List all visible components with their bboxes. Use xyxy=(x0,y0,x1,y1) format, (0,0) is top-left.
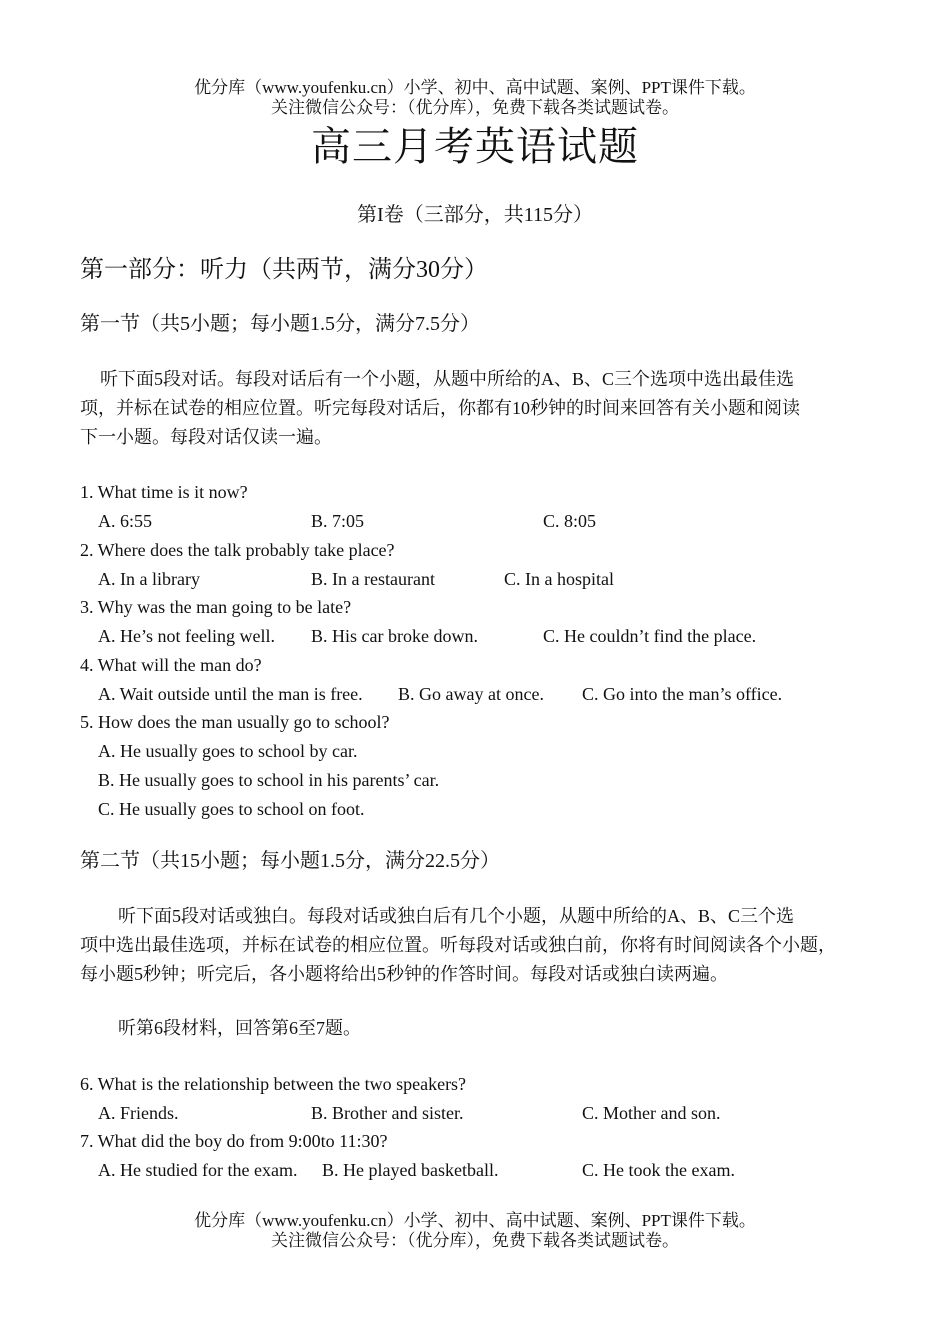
section-1-instructions xyxy=(80,365,875,452)
question-4-option-c: C. Go into the man’s office. xyxy=(582,684,783,704)
question-7-option-c: C. He took the exam. xyxy=(582,1160,735,1180)
material-note: 听第6段材料，回答第6至7题。 xyxy=(118,1018,361,1038)
question-4-option-a: A. Wait outside until the man is free. xyxy=(98,684,363,704)
question-2-option-a: A. In a library xyxy=(98,569,200,589)
question-6-option-a: A. Friends. xyxy=(98,1103,179,1123)
question-5-option-a: A. He usually goes to school by car. xyxy=(98,741,358,761)
question-1-option-b: B. 7:05 xyxy=(311,511,365,531)
section-1-title: 第一节（共5小题；每小题1.5分，满分7.5分） xyxy=(80,313,480,335)
question-5-option-c: C. He usually goes to school on foot. xyxy=(98,799,365,819)
question-6-option-b: B. Brother and sister. xyxy=(311,1103,464,1123)
instruction-line: 项中选出最佳选项，并标在试卷的相应位置。听每段对话或独白前，你将有时间阅读各个小题， xyxy=(80,935,836,955)
question-7-option-a: A. He studied for the exam. xyxy=(98,1160,298,1180)
page-subtitle: 第I卷（三部分，共115分） xyxy=(357,204,593,226)
question-4-option-b: B. Go away at once. xyxy=(398,684,544,704)
question-4-stem: 4. What will the man do? xyxy=(80,655,262,675)
question-7-stem: 7. What did the boy do from 9:00to 11:30? xyxy=(80,1131,388,1151)
question-2-option-c: C. In a hospital xyxy=(504,569,614,589)
question-6-stem: 6. What is the relationship between the two speakers? xyxy=(80,1074,467,1094)
question-5-option-b: B. He usually goes to school in his parents’ car. xyxy=(98,770,440,790)
question-3-stem: 3. Why was the man going to be late? xyxy=(80,597,352,617)
header-line-2: 关注微信公众号：（优分库），免费下载各类试题试卷。 xyxy=(271,98,679,117)
question-5-stem: 5. How does the man usually go to school? xyxy=(80,712,390,732)
page-title: 高三月考英语试题 xyxy=(311,124,639,169)
instruction-line: 下一小题。每段对话仅读一遍。 xyxy=(80,427,332,447)
footer-line-2: 关注微信公众号：（优分库），免费下载各类试题试卷。 xyxy=(271,1231,679,1250)
question-3-option-a: A. He’s not feeling well. xyxy=(98,626,275,646)
question-2-option-b: B. In a restaurant xyxy=(311,569,435,589)
question-1-option-c: C. 8:05 xyxy=(543,511,597,531)
instruction-line: 每小题5秒钟；听完后，各小题将给出5秒钟的作答时间。每段对话或独白读两遍。 xyxy=(80,964,728,984)
question-1-stem: 1. What time is it now? xyxy=(80,482,248,502)
question-3-option-c: C. He couldn’t find the place. xyxy=(543,626,757,646)
part-1-title: 第一部分：听力（共两节，满分30分） xyxy=(80,257,488,283)
section-2-title: 第二节（共15小题；每小题1.5分，满分22.5分） xyxy=(80,850,500,872)
instruction-line: 听下面5段对话或独白。每段对话或独白后有几个小题，从题中所给的A、B、C三个选 xyxy=(118,906,795,926)
question-3-option-b: B. His car broke down. xyxy=(311,626,478,646)
header-line-1: 优分库（www.youfenku.cn）小学、初中、高中试题、案例、PPT课件下载。 xyxy=(194,78,756,97)
footer-line-1: 优分库（www.youfenku.cn）小学、初中、高中试题、案例、PPT课件下载。 xyxy=(194,1211,756,1230)
question-1-option-a: A. 6:55 xyxy=(98,511,152,531)
question-7-option-b: B. He played basketball. xyxy=(322,1160,499,1180)
instruction-line: 听下面5段对话。每段对话后有一个小题，从题中所给的A、B、C三个选项中选出最佳选 xyxy=(100,369,795,389)
section-2-instructions xyxy=(80,902,875,989)
question-2-stem: 2. Where does the talk probably take place? xyxy=(80,540,395,560)
instruction-line: 项，并标在试卷的相应位置。听完每段对话后，你都有10秒钟的时间来回答有关小题和阅读 xyxy=(80,398,800,418)
question-6-option-c: C. Mother and son. xyxy=(582,1103,721,1123)
